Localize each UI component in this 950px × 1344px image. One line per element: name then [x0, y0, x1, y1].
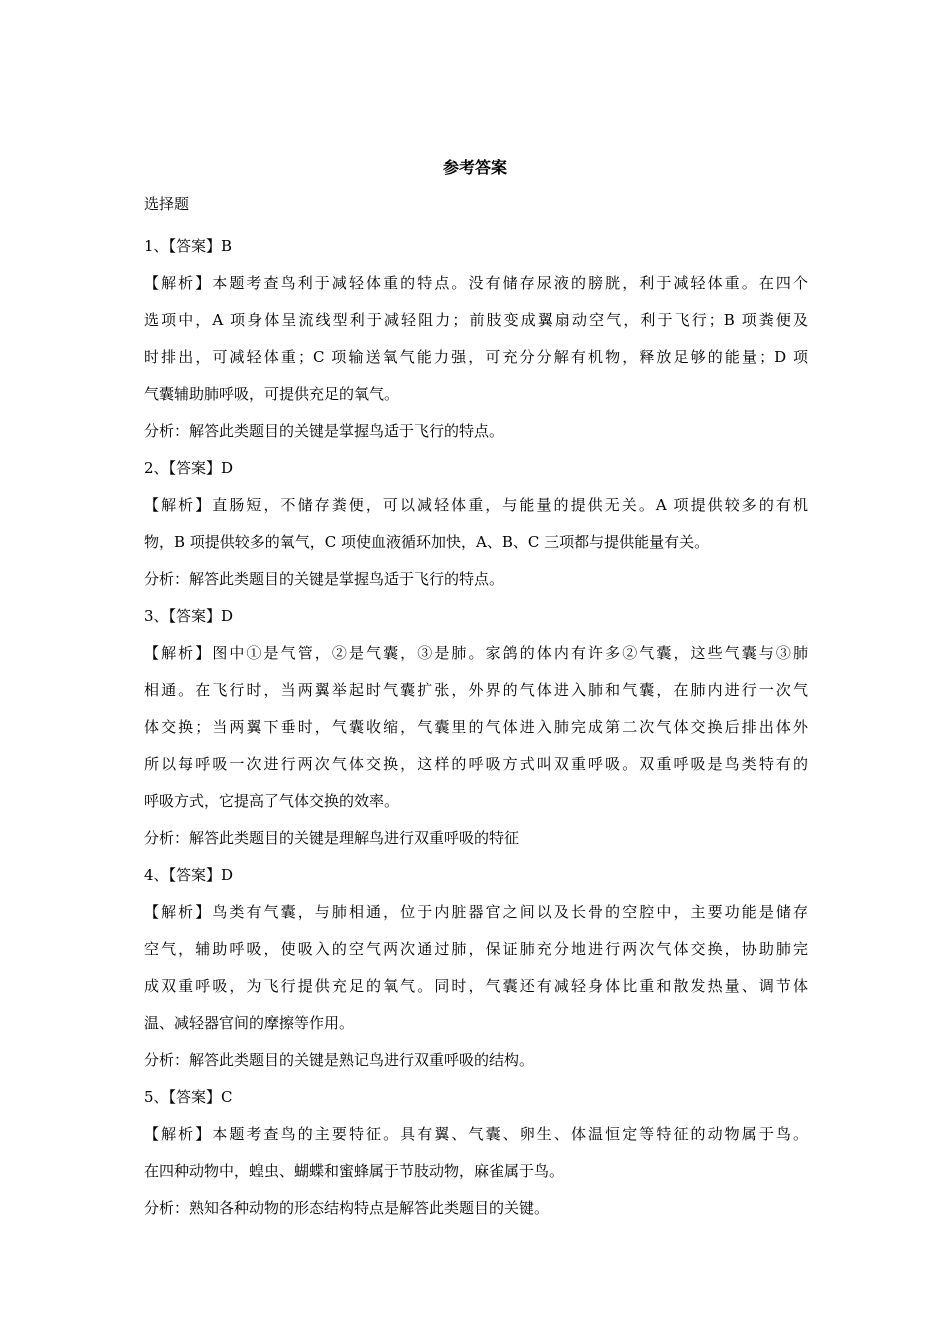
question-block [144, 857, 808, 1079]
page-title: 参考答案 [442, 158, 507, 177]
analysis-line: 呼吸方式，它提高了气体交换的效率。 [144, 792, 400, 810]
note-line: 分析：解答此类题目的关键是掌握鸟适于飞行的特点。 [144, 570, 505, 588]
analysis-line: 气囊辅助肺呼吸，可提供充足的氧气。 [144, 385, 400, 403]
answer-line: 3、【答案】D [144, 607, 234, 625]
note-line: 分析：熟知各种动物的形态结构特点是解答此类题目的关键。 [144, 1199, 550, 1217]
note-line: 分析：解答此类题目的关键是熟记鸟进行双重呼吸的结构。 [144, 1051, 535, 1069]
note-line: 分析：解答此类题目的关键是掌握鸟适于飞行的特点。 [144, 422, 505, 440]
analysis-line: 成双重呼吸，为飞行提供充足的氧气。同时，气囊还有减轻身体比重和散发热量、调节体 [144, 977, 808, 995]
analysis-line: 【解析】鸟类有气囊，与肺相通，位于内脏器官之间以及长骨的空腔中，主要功能是储存 [144, 903, 808, 921]
answer-list [144, 228, 808, 1227]
question-block [144, 450, 808, 598]
analysis-line: 时排出，可减轻体重；C 项输送氧气能力强，可充分分解有机物，释放足够的能量；D 项 [144, 348, 808, 366]
analysis-line: 物，B 项提供较多的氧气，C 项使血液循环加快，A、B、C 三项都与提供能量有关。 [144, 533, 710, 551]
analysis-line: 【解析】本题考查鸟利于减轻体重的特点。没有储存尿液的膀胱，利于减轻体重。在四个 [144, 274, 808, 292]
question-block [144, 228, 808, 450]
section-heading: 选择题 [144, 195, 190, 213]
analysis-line: 在四种动物中，蝗虫、蝴蝶和蜜蜂属于节肢动物，麻雀属于鸟。 [144, 1162, 565, 1180]
analysis-line: 温、减轻器官间的摩擦等作用。 [144, 1014, 355, 1032]
analysis-line: 相通。在飞行时，当两翼举起时气囊扩张，外界的气体进入肺和气囊，在肺内进行一次气 [144, 681, 808, 699]
analysis-line: 体交换；当两翼下垂时，气囊收缩，气囊里的气体进入肺完成第二次气体交换后排出体外 [144, 718, 808, 736]
answer-line: 1、【答案】B [144, 237, 233, 255]
question-block [144, 1079, 808, 1227]
answer-line: 2、【答案】D [144, 459, 234, 477]
analysis-line: 【解析】图中①是气管，②是气囊，③是肺。家鸽的体内有许多②气囊，这些气囊与③肺 [144, 644, 808, 662]
analysis-line: 所以每呼吸一次进行两次气体交换，这样的呼吸方式叫双重呼吸。双重呼吸是鸟类特有的 [144, 755, 808, 773]
answer-line: 4、【答案】D [144, 866, 234, 884]
analysis-line: 选项中，A 项身体呈流线型利于减轻阻力；前肢变成翼扇动空气，利于飞行；B 项粪便及 [144, 311, 808, 329]
analysis-line: 【解析】直肠短，不储存粪便，可以减轻体重，与能量的提供无关。A 项提供较多的有机 [144, 496, 808, 514]
analysis-line: 空气，辅助呼吸，使吸入的空气两次通过肺，保证肺充分地进行两次气体交换，协助肺完 [144, 940, 808, 958]
analysis-line: 【解析】本题考查鸟的主要特征。具有翼、气囊、卵生、体温恒定等特征的动物属于鸟。 [144, 1125, 808, 1143]
question-block [144, 598, 808, 857]
note-line: 分析：解答此类题目的关键是理解鸟进行双重呼吸的特征 [144, 829, 520, 847]
answer-line: 5、【答案】C [144, 1088, 233, 1106]
